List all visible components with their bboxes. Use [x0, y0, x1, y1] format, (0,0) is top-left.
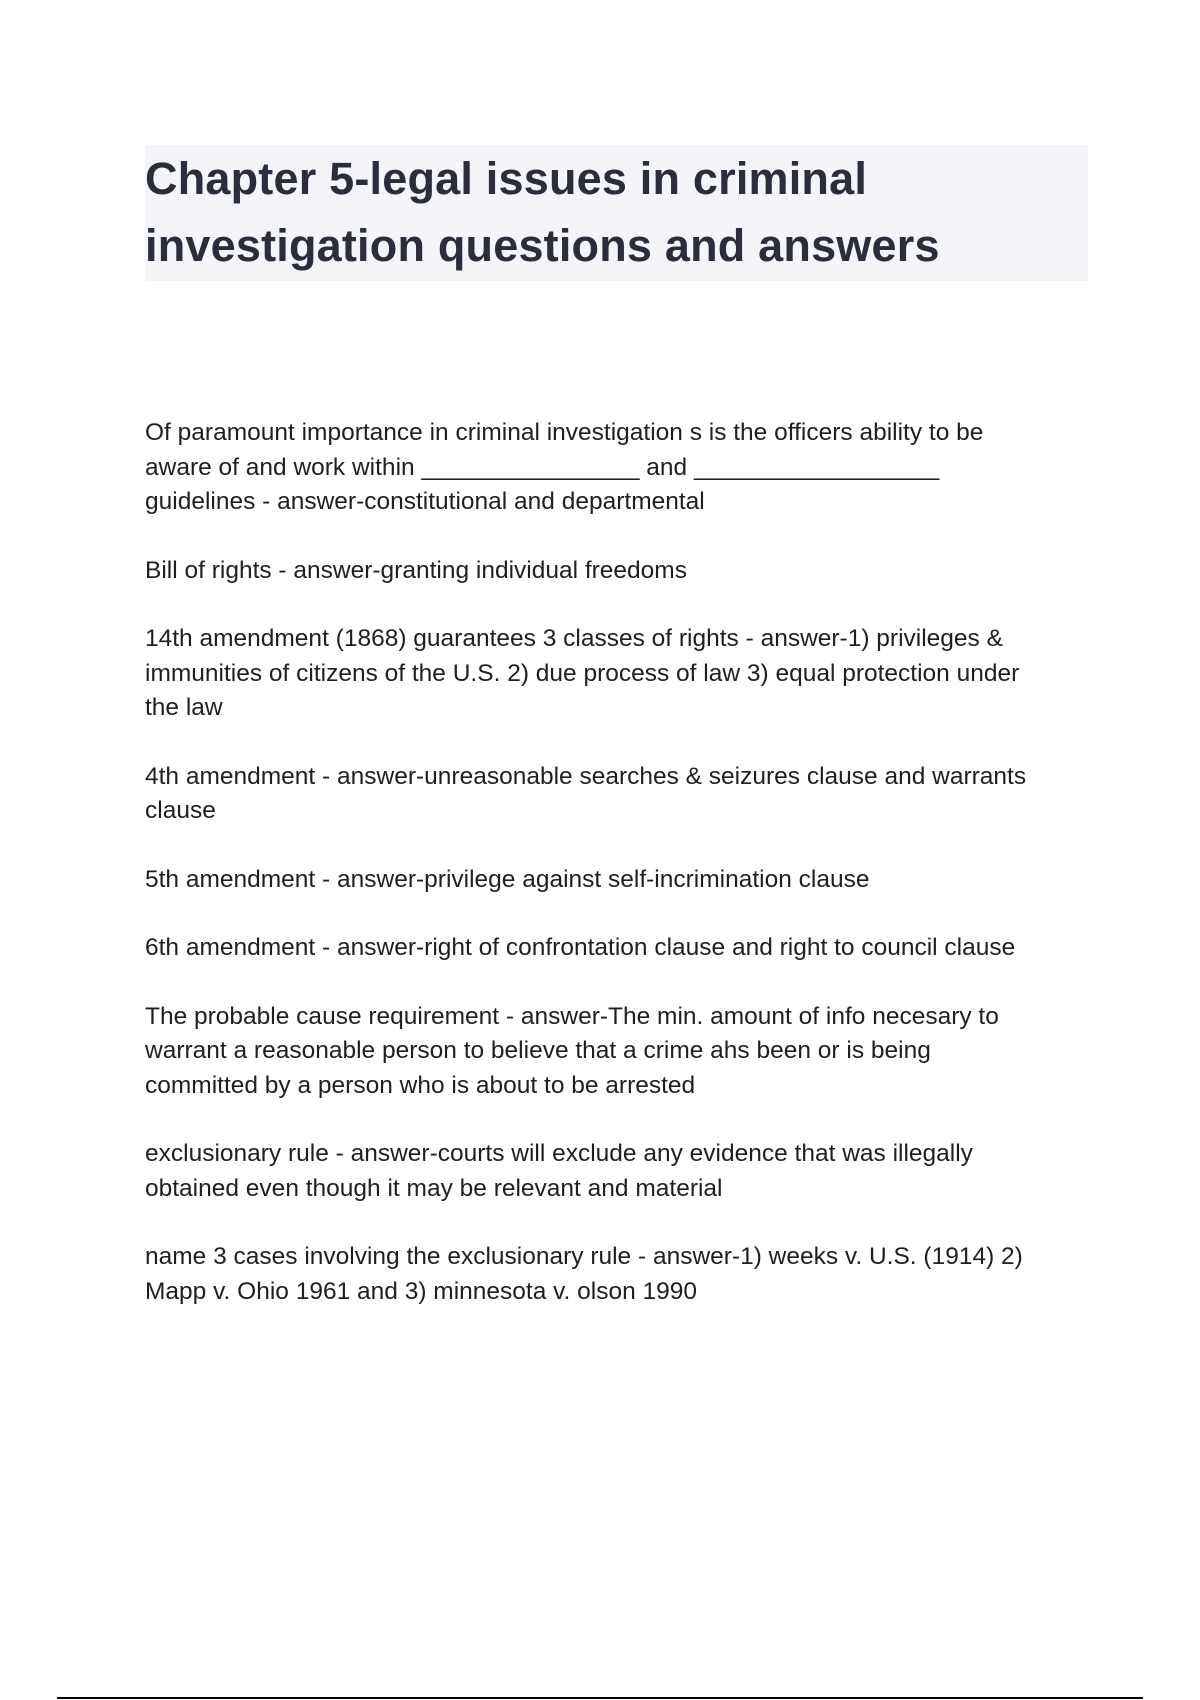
- qa-entry: [145, 1137, 1095, 1206]
- qa-entry: [145, 760, 1095, 829]
- qa-line: 14th amendment (1868) guarantees 3 classes of rights - answer-1) privileges &: [145, 625, 1003, 652]
- qa-line: name 3 cases involving the exclusionary rule - answer-1) weeks v. U.S. (1914) 2): [145, 1243, 1023, 1270]
- qa-entry: [145, 416, 1095, 520]
- qa-line: Mapp v. Ohio 1961 and 3) minnesota v. olson 1990: [145, 1277, 698, 1305]
- qa-line: 5th amendment - answer-privilege against self-incrimination clause: [145, 865, 870, 893]
- qa-entry: [145, 1000, 1095, 1104]
- qa-line: guidelines - answer-constitutional and departmental: [145, 488, 705, 515]
- qa-entry: [145, 554, 1095, 589]
- qa-entry: [145, 1240, 1095, 1309]
- qa-entry: [145, 931, 1095, 966]
- qa-line: Of paramount importance in criminal investigation s is the officers ability to be: [145, 419, 984, 446]
- qa-entry: [145, 622, 1095, 726]
- footer-rule: [57, 1697, 1143, 1699]
- qa-line: Bill of rights - answer-granting individual freedoms: [145, 556, 687, 584]
- qa-line: obtained even though it may be relevant and material: [145, 1174, 723, 1202]
- qa-line: 4th amendment - answer-unreasonable searches & seizures clause and warrants: [145, 762, 1027, 790]
- qa-entry: [145, 863, 1095, 898]
- qa-line: The probable cause requirement - answer-The min. amount of info necesary to: [145, 1002, 999, 1030]
- qa-list: [145, 416, 1095, 1343]
- qa-line: aware of and work within ________________ and __________________: [145, 453, 940, 481]
- qa-line: immunities of citizens of the U.S. 2) due process of law 3) equal protection under: [145, 659, 1020, 687]
- page-title: Chapter 5-legal issues in criminal investigation questions and answers: [145, 153, 940, 271]
- qa-line: 6th amendment - answer-right of confrontation clause and right to council clause: [145, 934, 1016, 961]
- title-box: [145, 145, 1088, 281]
- qa-line: the law: [145, 694, 223, 721]
- qa-line: committed by a person who is about to be arrested: [145, 1071, 696, 1099]
- qa-line: clause: [145, 797, 216, 824]
- qa-line: exclusionary rule - answer-courts will exclude any evidence that was illegally: [145, 1140, 973, 1167]
- qa-line: warrant a reasonable person to believe that a crime ahs been or is being: [145, 1037, 931, 1064]
